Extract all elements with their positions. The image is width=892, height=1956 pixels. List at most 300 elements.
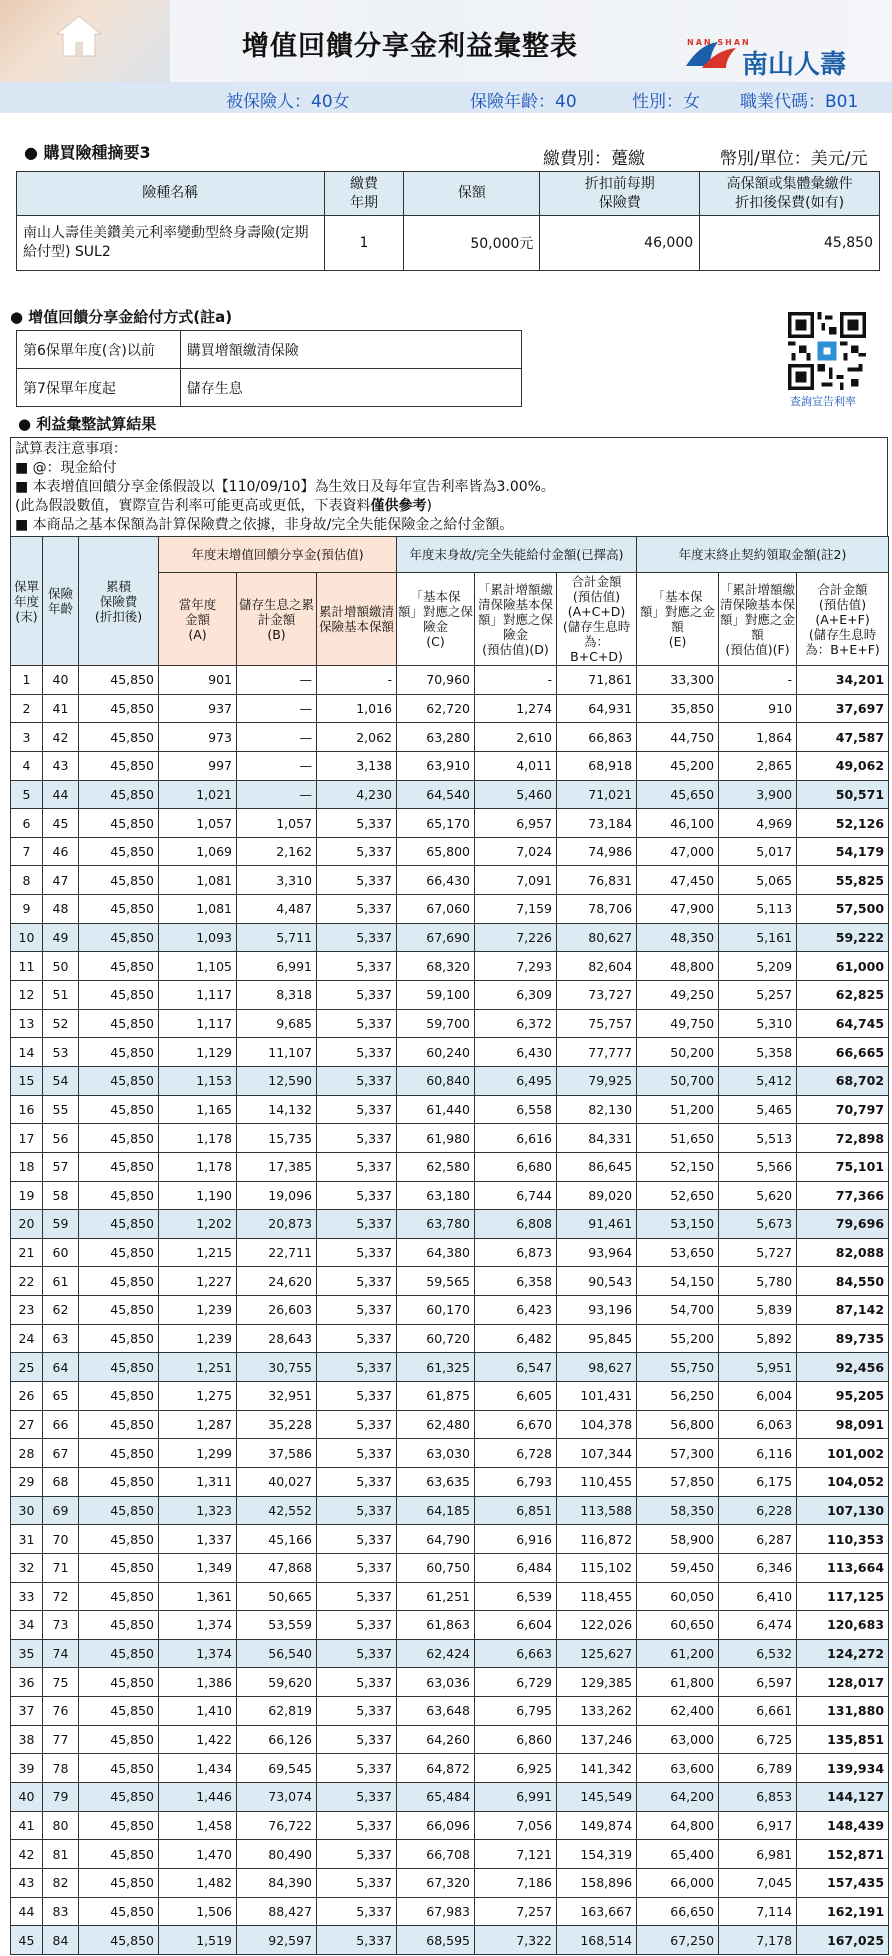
- cell-bonus-a: 1,153: [159, 1066, 237, 1095]
- cell-paidup-amount: 2,062: [317, 723, 397, 752]
- cell-bonus-b: 50,665: [237, 1582, 317, 1611]
- cell-surrender-f: 6,228: [719, 1496, 797, 1525]
- cell-bonus-a: 1,190: [159, 1181, 237, 1210]
- cell-benefit-c: 63,780: [397, 1210, 475, 1239]
- table-row: [11, 1467, 889, 1496]
- cell-paidup-amount: 5,337: [317, 1410, 397, 1439]
- cell-benefit-d: 7,322: [475, 1926, 557, 1955]
- age-info: 保險年齡：40: [470, 92, 577, 112]
- cell-surrender-e: 61,800: [637, 1668, 719, 1697]
- cell-death-total: 64,931: [557, 694, 637, 723]
- cell-cum-premium: 45,850: [79, 1782, 159, 1811]
- cell-surrender-total: 84,550: [797, 1267, 889, 1296]
- cell-policy-year: 21: [11, 1238, 43, 1267]
- cell-surrender-e: 59,450: [637, 1553, 719, 1582]
- cell-paidup-amount: 5,337: [317, 1754, 397, 1783]
- cell-death-total: 122,026: [557, 1611, 637, 1640]
- table-row: [11, 1725, 889, 1754]
- cell-bonus-b: 1,057: [237, 809, 317, 838]
- header-photo: [0, 0, 170, 82]
- cell-surrender-e: 46,100: [637, 809, 719, 838]
- cell-surrender-e: 48,350: [637, 923, 719, 952]
- cell-surrender-f: 6,474: [719, 1611, 797, 1640]
- cell-paidup-amount: 5,337: [317, 1897, 397, 1926]
- cell-cum-premium: 45,850: [79, 1725, 159, 1754]
- cell-benefit-d: 6,482: [475, 1324, 557, 1353]
- cell-surrender-total: 113,664: [797, 1553, 889, 1582]
- cell-bonus-b: 62,819: [237, 1697, 317, 1726]
- cell-benefit-c: 62,424: [397, 1639, 475, 1668]
- cell-paidup-amount: 5,337: [317, 1181, 397, 1210]
- cell-age: 71: [43, 1553, 79, 1582]
- table-row: [11, 1639, 889, 1668]
- table-row: [11, 1868, 889, 1897]
- cell-benefit-d: 6,851: [475, 1496, 557, 1525]
- cell-policy-year: 26: [11, 1382, 43, 1411]
- cell-paidup-amount: 5,337: [317, 1697, 397, 1726]
- cell-cum-premium: 45,850: [79, 1811, 159, 1840]
- summary-table: [16, 171, 880, 271]
- cell-cum-premium: 45,850: [79, 1152, 159, 1181]
- cell-death-total: 79,925: [557, 1066, 637, 1095]
- cell-benefit-c: 63,280: [397, 723, 475, 752]
- cell-benefit-d: 6,309: [475, 981, 557, 1010]
- cell-cum-premium: 45,850: [79, 1181, 159, 1210]
- cell-policy-year: 4: [11, 751, 43, 780]
- cell-benefit-c: 66,430: [397, 866, 475, 895]
- cell-surrender-f: 4,969: [719, 809, 797, 838]
- cell-death-total: 68,918: [557, 751, 637, 780]
- table-row: [11, 1324, 889, 1353]
- cell-policy-year: 3: [11, 723, 43, 752]
- cell-surrender-total: 82,088: [797, 1238, 889, 1267]
- cell-surrender-total: 152,871: [797, 1840, 889, 1869]
- cell-surrender-total: 148,439: [797, 1811, 889, 1840]
- table-row: [11, 1296, 889, 1325]
- cell-bonus-b: —: [237, 666, 317, 695]
- cell-surrender-total: 104,052: [797, 1467, 889, 1496]
- cell-policy-year: 38: [11, 1725, 43, 1754]
- cell-surrender-total: 62,825: [797, 981, 889, 1010]
- cell-surrender-total: 66,665: [797, 1038, 889, 1067]
- cell-bonus-a: 1,251: [159, 1353, 237, 1382]
- cell-surrender-total: 75,101: [797, 1152, 889, 1181]
- table-row: [11, 666, 889, 695]
- cell-paidup-amount: 5,337: [317, 1868, 397, 1897]
- cell-death-total: 71,021: [557, 780, 637, 809]
- cell-benefit-c: 63,036: [397, 1668, 475, 1697]
- cell-age: 80: [43, 1811, 79, 1840]
- cell-benefit-c: 60,750: [397, 1553, 475, 1582]
- cell-bonus-a: 1,337: [159, 1525, 237, 1554]
- cell-surrender-e: 56,800: [637, 1410, 719, 1439]
- cell-age: 47: [43, 866, 79, 895]
- cell-paidup-amount: 5,337: [317, 1382, 397, 1411]
- cell-age: 50: [43, 952, 79, 981]
- cell-bonus-a: 1,275: [159, 1382, 237, 1411]
- payout-method: 儲存生息: [180, 369, 521, 407]
- cell-bonus-a: 1,386: [159, 1668, 237, 1697]
- cell-policy-year: 16: [11, 1095, 43, 1124]
- cell-age: 54: [43, 1066, 79, 1095]
- cell-bonus-a: 1,349: [159, 1553, 237, 1582]
- benefit-table-body: [11, 666, 889, 1955]
- cell-bonus-b: 17,385: [237, 1152, 317, 1181]
- table-row: [11, 751, 889, 780]
- cell-age: 84: [43, 1926, 79, 1955]
- cell-surrender-total: 47,587: [797, 723, 889, 752]
- cell-death-total: 141,342: [557, 1754, 637, 1783]
- table-row: [11, 1410, 889, 1439]
- cell-surrender-e: 54,700: [637, 1296, 719, 1325]
- cell-policy-year: 5: [11, 780, 43, 809]
- cell-paidup-amount: 5,337: [317, 1926, 397, 1955]
- cell-surrender-e: 52,150: [637, 1152, 719, 1181]
- col-header-e: 「基本保 額」對應之金 額 (E): [637, 573, 719, 666]
- cell-bonus-b: 12,590: [237, 1066, 317, 1095]
- table-row: [11, 1611, 889, 1640]
- cell-cum-premium: 45,850: [79, 895, 159, 924]
- cell-surrender-total: 52,126: [797, 809, 889, 838]
- cell-cum-premium: 45,850: [79, 1582, 159, 1611]
- cell-cum-premium: 45,850: [79, 837, 159, 866]
- table-row: [11, 1897, 889, 1926]
- cell-benefit-c: 65,170: [397, 809, 475, 838]
- cell-bonus-a: 1,178: [159, 1152, 237, 1181]
- cell-bonus-a: 973: [159, 723, 237, 752]
- cell-benefit-d: 6,873: [475, 1238, 557, 1267]
- cell-surrender-total: 68,702: [797, 1066, 889, 1095]
- cell-death-total: 84,331: [557, 1124, 637, 1153]
- cell-death-total: 98,627: [557, 1353, 637, 1382]
- cell-bonus-b: 73,074: [237, 1782, 317, 1811]
- cell-age: 78: [43, 1754, 79, 1783]
- cell-death-total: 90,543: [557, 1267, 637, 1296]
- cell-policy-year: 36: [11, 1668, 43, 1697]
- cell-death-total: 93,196: [557, 1296, 637, 1325]
- brand-name: 南山人壽: [742, 50, 847, 80]
- cell-benefit-c: 63,910: [397, 751, 475, 780]
- cell-surrender-total: 59,222: [797, 923, 889, 952]
- cell-policy-year: 34: [11, 1611, 43, 1640]
- cell-paidup-amount: 5,337: [317, 923, 397, 952]
- cell-bonus-b: 26,603: [237, 1296, 317, 1325]
- cell-bonus-a: 937: [159, 694, 237, 723]
- cell-benefit-c: 61,875: [397, 1382, 475, 1411]
- table-row: [11, 780, 889, 809]
- cell-death-total: 80,627: [557, 923, 637, 952]
- cell-policy-year: 33: [11, 1582, 43, 1611]
- cell-benefit-c: 64,380: [397, 1238, 475, 1267]
- cell-bonus-a: 1,410: [159, 1697, 237, 1726]
- cell-death-total: 137,246: [557, 1725, 637, 1754]
- cell-surrender-f: 6,410: [719, 1582, 797, 1611]
- cell-surrender-total: 135,851: [797, 1725, 889, 1754]
- cell-bonus-a: 1,239: [159, 1296, 237, 1325]
- cell-benefit-c: 62,480: [397, 1410, 475, 1439]
- cell-death-total: 133,262: [557, 1697, 637, 1726]
- cell-benefit-c: 61,440: [397, 1095, 475, 1124]
- cell-bonus-a: 901: [159, 666, 237, 695]
- cell-bonus-a: 1,374: [159, 1639, 237, 1668]
- cell-cum-premium: 45,850: [79, 723, 159, 752]
- cell-bonus-b: 40,027: [237, 1467, 317, 1496]
- cell-age: 42: [43, 723, 79, 752]
- cell-bonus-a: 1,299: [159, 1439, 237, 1468]
- cell-cum-premium: 45,850: [79, 981, 159, 1010]
- table-row: [11, 1926, 889, 1955]
- cell-surrender-f: 1,864: [719, 723, 797, 752]
- cell-benefit-d: 6,916: [475, 1525, 557, 1554]
- cell-benefit-d: 7,024: [475, 837, 557, 866]
- cell-cum-premium: 45,850: [79, 1553, 159, 1582]
- table-row: [11, 809, 889, 838]
- cell-surrender-e: 58,350: [637, 1496, 719, 1525]
- table-row: [11, 723, 889, 752]
- cell-bonus-b: —: [237, 751, 317, 780]
- sum-insured: 50,000元: [404, 216, 540, 271]
- cell-cum-premium: 45,850: [79, 1439, 159, 1468]
- cell-surrender-f: 6,287: [719, 1525, 797, 1554]
- cell-bonus-b: 66,126: [237, 1725, 317, 1754]
- cell-bonus-b: 32,951: [237, 1382, 317, 1411]
- table-row: [11, 1697, 889, 1726]
- cell-surrender-total: 87,142: [797, 1296, 889, 1325]
- gender-info: 性別：女: [632, 92, 700, 112]
- cell-paidup-amount: 5,337: [317, 837, 397, 866]
- cell-age: 82: [43, 1868, 79, 1897]
- cell-surrender-f: 5,257: [719, 981, 797, 1010]
- cell-surrender-total: 89,735: [797, 1324, 889, 1353]
- cell-surrender-total: 124,272: [797, 1639, 889, 1668]
- cell-policy-year: 7: [11, 837, 43, 866]
- cell-surrender-f: 5,310: [719, 1009, 797, 1038]
- cell-age: 58: [43, 1181, 79, 1210]
- table-row: [11, 1124, 889, 1153]
- cell-benefit-c: 61,863: [397, 1611, 475, 1640]
- cell-benefit-c: 60,170: [397, 1296, 475, 1325]
- cell-benefit-d: 6,793: [475, 1467, 557, 1496]
- cell-surrender-e: 50,700: [637, 1066, 719, 1095]
- cell-paidup-amount: 3,138: [317, 751, 397, 780]
- table-row: [11, 923, 889, 952]
- cell-surrender-total: 157,435: [797, 1868, 889, 1897]
- cell-surrender-total: 37,697: [797, 694, 889, 723]
- cell-bonus-a: 1,227: [159, 1267, 237, 1296]
- cell-paidup-amount: 5,337: [317, 1611, 397, 1640]
- cell-paidup-amount: 5,337: [317, 1840, 397, 1869]
- cell-benefit-c: 66,708: [397, 1840, 475, 1869]
- group-header-bonus: 年度末增值回饋分享金(預估值): [159, 537, 397, 573]
- cell-age: 61: [43, 1267, 79, 1296]
- summary-header: 高保額或集體彙繳件 折扣後保費(如有): [700, 172, 880, 216]
- cell-bonus-b: 69,545: [237, 1754, 317, 1783]
- cell-bonus-b: 11,107: [237, 1038, 317, 1067]
- cell-surrender-e: 45,200: [637, 751, 719, 780]
- table-row: [11, 837, 889, 866]
- cell-surrender-f: 6,532: [719, 1639, 797, 1668]
- table-row: [11, 1553, 889, 1582]
- cell-benefit-d: 6,680: [475, 1152, 557, 1181]
- cell-age: 72: [43, 1582, 79, 1611]
- cell-surrender-f: 5,839: [719, 1296, 797, 1325]
- cell-benefit-d: 6,358: [475, 1267, 557, 1296]
- cell-death-total: 129,385: [557, 1668, 637, 1697]
- cell-age: 81: [43, 1840, 79, 1869]
- cell-benefit-c: 59,700: [397, 1009, 475, 1038]
- col-header-surrender-total: 合計金額 (預估值) (A+E+F) (儲存生息時 為：B+E+F): [797, 573, 889, 666]
- cell-surrender-f: 7,045: [719, 1868, 797, 1897]
- cell-surrender-e: 64,800: [637, 1811, 719, 1840]
- cell-policy-year: 17: [11, 1124, 43, 1153]
- cell-paidup-amount: 4,230: [317, 780, 397, 809]
- cell-bonus-b: 45,166: [237, 1525, 317, 1554]
- cell-benefit-c: 64,540: [397, 780, 475, 809]
- cell-surrender-f: 7,178: [719, 1926, 797, 1955]
- table-row: [11, 1238, 889, 1267]
- cell-bonus-a: 1,129: [159, 1038, 237, 1067]
- cell-bonus-a: 1,446: [159, 1782, 237, 1811]
- cell-bonus-a: 1,202: [159, 1210, 237, 1239]
- cell-bonus-a: 1,374: [159, 1611, 237, 1640]
- cell-cum-premium: 45,850: [79, 1410, 159, 1439]
- cell-benefit-d: 7,257: [475, 1897, 557, 1926]
- cell-benefit-d: 7,159: [475, 895, 557, 924]
- cell-surrender-total: 72,898: [797, 1124, 889, 1153]
- cell-bonus-a: 1,458: [159, 1811, 237, 1840]
- cell-surrender-f: 5,065: [719, 866, 797, 895]
- cell-policy-year: 6: [11, 809, 43, 838]
- cell-surrender-f: 6,661: [719, 1697, 797, 1726]
- cell-bonus-a: 1,081: [159, 866, 237, 895]
- cell-policy-year: 8: [11, 866, 43, 895]
- cell-benefit-c: 66,096: [397, 1811, 475, 1840]
- cell-benefit-d: 6,925: [475, 1754, 557, 1783]
- cell-surrender-e: 60,650: [637, 1611, 719, 1640]
- cell-policy-year: 28: [11, 1439, 43, 1468]
- cell-benefit-c: 63,635: [397, 1467, 475, 1496]
- cell-surrender-f: 6,597: [719, 1668, 797, 1697]
- cell-age: 79: [43, 1782, 79, 1811]
- cell-cum-premium: 45,850: [79, 1754, 159, 1783]
- cell-bonus-a: 1,311: [159, 1467, 237, 1496]
- cell-death-total: 91,461: [557, 1210, 637, 1239]
- cell-age: 68: [43, 1467, 79, 1496]
- cell-paidup-amount: -: [317, 666, 397, 695]
- cell-benefit-c: 70,960: [397, 666, 475, 695]
- col-header-age: 保險 年齡: [43, 537, 79, 666]
- premium-before-discount: 46,000: [540, 216, 700, 271]
- cell-surrender-total: 167,025: [797, 1926, 889, 1955]
- cell-policy-year: 12: [11, 981, 43, 1010]
- table-row: [11, 1811, 889, 1840]
- cell-surrender-e: 56,250: [637, 1382, 719, 1411]
- cell-bonus-b: 8,318: [237, 981, 317, 1010]
- col-header-premium: 累積 保險費 (折扣後): [79, 537, 159, 666]
- col-header-c: 「基本保 額」對應之保 險金 (C): [397, 573, 475, 666]
- cell-policy-year: 30: [11, 1496, 43, 1525]
- cell-bonus-a: 1,165: [159, 1095, 237, 1124]
- cell-policy-year: 37: [11, 1697, 43, 1726]
- cell-death-total: 77,777: [557, 1038, 637, 1067]
- cell-policy-year: 22: [11, 1267, 43, 1296]
- cell-benefit-c: 64,790: [397, 1525, 475, 1554]
- cell-bonus-a: 1,482: [159, 1868, 237, 1897]
- cell-surrender-total: 120,683: [797, 1611, 889, 1640]
- cell-age: 60: [43, 1238, 79, 1267]
- cell-benefit-c: 67,983: [397, 1897, 475, 1926]
- cell-benefit-d: 6,670: [475, 1410, 557, 1439]
- cell-benefit-c: 62,580: [397, 1152, 475, 1181]
- cell-surrender-total: 128,017: [797, 1668, 889, 1697]
- cell-paidup-amount: 5,337: [317, 1095, 397, 1124]
- cell-benefit-d: 4,011: [475, 751, 557, 780]
- pay-years: 1: [324, 216, 404, 271]
- cell-death-total: 73,184: [557, 809, 637, 838]
- premium-after-discount: 45,850: [700, 216, 880, 271]
- cell-benefit-c: 63,648: [397, 1697, 475, 1726]
- note-emphasis: 僅供參考: [370, 498, 427, 514]
- cell-surrender-e: 49,750: [637, 1009, 719, 1038]
- cell-bonus-b: 53,559: [237, 1611, 317, 1640]
- cell-bonus-b: 5,711: [237, 923, 317, 952]
- cell-age: 41: [43, 694, 79, 723]
- table-row: [11, 1066, 889, 1095]
- cell-cum-premium: 45,850: [79, 1926, 159, 1955]
- table-row: [11, 1038, 889, 1067]
- cell-surrender-f: 5,780: [719, 1267, 797, 1296]
- cell-policy-year: 2: [11, 694, 43, 723]
- cell-cum-premium: 45,850: [79, 1066, 159, 1095]
- cell-paidup-amount: 1,016: [317, 694, 397, 723]
- cell-surrender-f: 7,114: [719, 1897, 797, 1926]
- cell-policy-year: 35: [11, 1639, 43, 1668]
- cell-benefit-d: 6,728: [475, 1439, 557, 1468]
- cell-surrender-total: 144,127: [797, 1782, 889, 1811]
- cell-surrender-f: 6,981: [719, 1840, 797, 1869]
- cell-surrender-e: 64,200: [637, 1782, 719, 1811]
- cell-age: 70: [43, 1525, 79, 1554]
- table-row: [11, 694, 889, 723]
- cell-death-total: 116,872: [557, 1525, 637, 1554]
- cell-surrender-total: 110,353: [797, 1525, 889, 1554]
- notes-title: 試算表注意事項：: [15, 441, 127, 457]
- cell-death-total: 118,455: [557, 1582, 637, 1611]
- cell-cum-premium: 45,850: [79, 1353, 159, 1382]
- cell-age: 83: [43, 1897, 79, 1926]
- cell-cum-premium: 45,850: [79, 923, 159, 952]
- cell-paidup-amount: 5,337: [317, 1582, 397, 1611]
- table-row: [11, 1009, 889, 1038]
- cell-surrender-total: 49,062: [797, 751, 889, 780]
- cell-benefit-c: 63,180: [397, 1181, 475, 1210]
- cell-bonus-b: 37,586: [237, 1439, 317, 1468]
- cell-surrender-total: 50,571: [797, 780, 889, 809]
- cell-paidup-amount: 5,337: [317, 1725, 397, 1754]
- summary-header: 折扣前每期 保險費: [540, 172, 700, 216]
- cell-benefit-d: 6,795: [475, 1697, 557, 1726]
- cell-paidup-amount: 5,337: [317, 1038, 397, 1067]
- cell-benefit-d: 6,484: [475, 1553, 557, 1582]
- cell-bonus-a: 1,178: [159, 1124, 237, 1153]
- cell-benefit-d: 6,604: [475, 1611, 557, 1640]
- cell-surrender-total: 131,880: [797, 1697, 889, 1726]
- qr-code-icon[interactable]: [788, 312, 866, 390]
- summary-section-title: ● 購買險種摘要3: [24, 143, 151, 162]
- cell-benefit-c: 61,251: [397, 1582, 475, 1611]
- cell-cum-premium: 45,850: [79, 1238, 159, 1267]
- cell-surrender-e: 33,300: [637, 666, 719, 695]
